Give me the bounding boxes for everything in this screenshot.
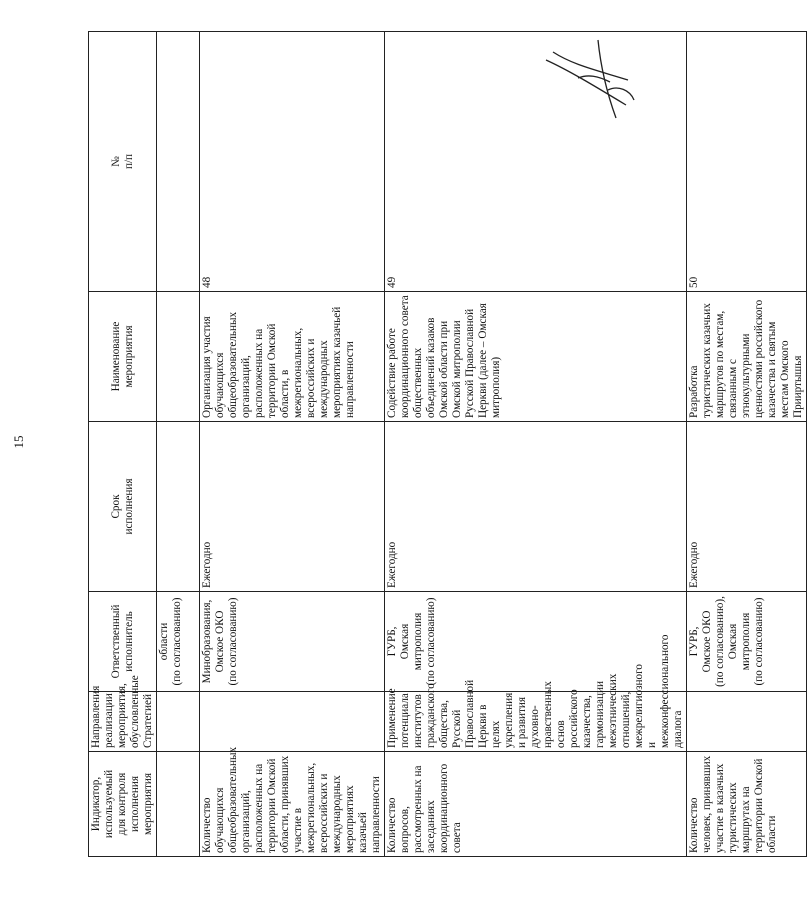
rotated-table-container [88,32,804,857]
cell-num [157,32,200,292]
cell-executor: ГУРБ, Омская митрополия (по согласованию) [385,592,687,692]
cell-term: Ежегодно [200,422,385,592]
cell-indicator: Количество вопросов, рассмотренных на заседаниях координационного совета [385,752,687,857]
cell-term: Ежегодно [385,422,687,592]
table-row [687,32,807,857]
cell-executor: ГУРБ, Омское ОКО (по согласованию), Омская митрополия (по согласованию) [687,592,807,692]
cell-indicator [157,752,200,857]
cell-name: Содействие работе координационного совета общественных объединений казаков Омской области при Омской митрополии Русской Православной Церкви (далее – Омская митрополия) [385,292,687,422]
cell-executor: области (по согласованию) [157,592,200,692]
header-executor: Ответственный исполнитель [89,592,157,692]
cell-indicator: Количество обучающихся общеобразовательных организаций, расположенных на территории Омской области, принявших участие в межрегиональных, всероссийских и международных мероприятиях казачьей направленности [200,752,385,857]
header-direction: Направления реализации мероприятия, обусловленные Стратегией [89,692,157,752]
header-indicator: Индикатор, используемый для контроля исполнения мероприятия [89,752,157,857]
page-number: 15 [11,435,26,449]
cell-direction [687,692,807,752]
cell-direction [200,692,385,752]
cell-num: 49 [385,32,687,292]
cell-indicator: Количество человек, принявших участие в казачьих туристических маршрутах на территории Омской области [687,752,807,857]
cell-direction: Применение потенциала институтов гражданского общества, Русской Православной Церкви в целях укрепления и развития духовно-нравственных основ российского казачества, гармонизации межэтнических отношений, межрелигиозного и межконфессионального диалога [385,692,687,752]
cell-direction [157,692,200,752]
cell-num: 50 [687,32,807,292]
header-row [89,32,157,857]
handwritten-signature [538,30,638,125]
table-row [200,32,385,857]
cell-name: Разработка туристических казачьих маршрутов по местам, связанным с этнокультурными ценностями российского казачества и святым местам Омского Прииртышья [687,292,807,422]
table-row [385,32,687,857]
measures-table [88,31,807,857]
cell-num: 48 [200,32,385,292]
header-name: Наименование мероприятия [89,292,157,422]
cell-name [157,292,200,422]
cell-executor: Минобразования, Омское ОКО (по согласованию) [200,592,385,692]
cell-term: Ежегодно [687,422,807,592]
header-term: Срок исполнения [89,422,157,592]
cell-term [157,422,200,592]
cell-name: Организация участия обучающихся общеобразовательных организаций, расположенных на территории Омской области, в межрегиональных, всероссийских и международных мероприятиях казачьей направленности [200,292,385,422]
table-row-continuation [157,32,200,857]
header-num: № п/п [89,32,157,292]
